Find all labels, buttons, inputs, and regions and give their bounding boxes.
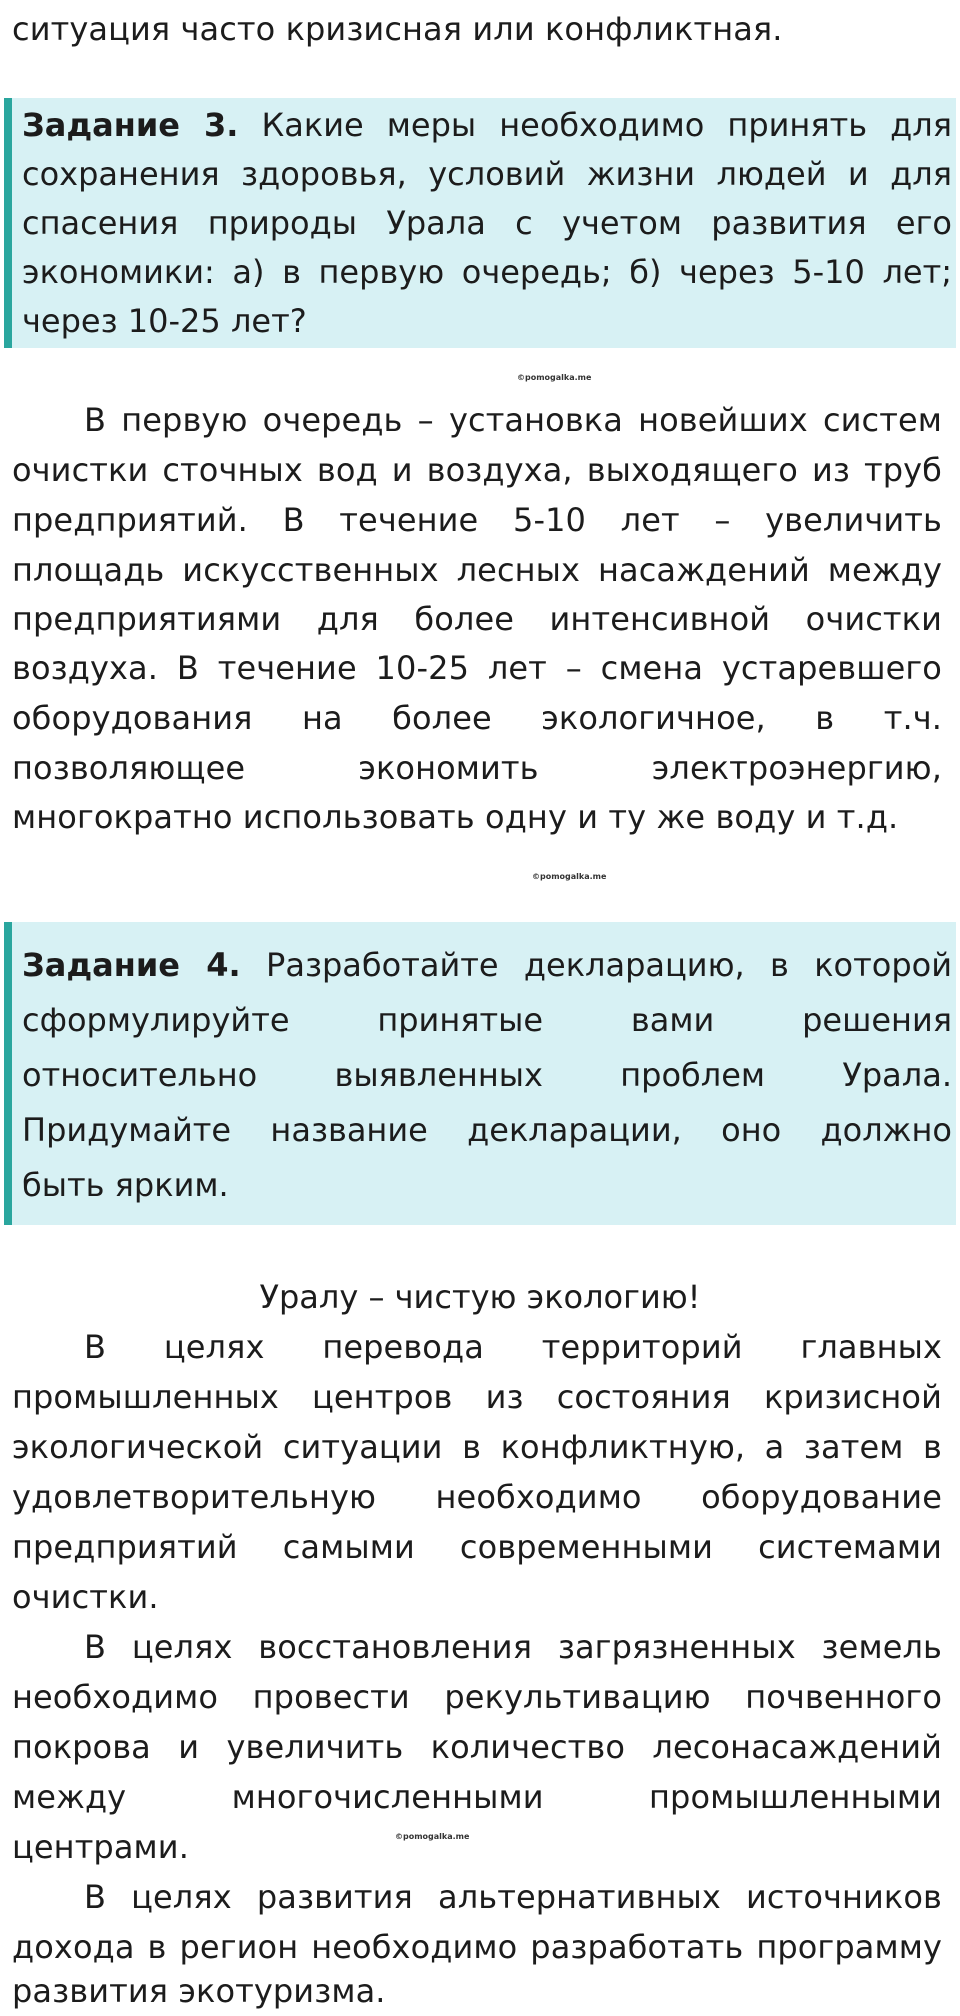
task-4-line-2: сформулируйте принятые вами решения — [22, 1001, 952, 1039]
watermark: ©pomogalka.me — [517, 373, 592, 382]
task-3-text: Какие меры необходимо принять для — [238, 106, 953, 144]
answer-3-line: воздуха. В течение 10-25 лет – смена устаревшего — [12, 649, 942, 687]
answer-3-line: предприятиями для более интенсивной очистки — [12, 600, 942, 638]
declaration-line: необходимо провести рекультивацию почвенного — [12, 1678, 942, 1716]
task-3-line-2: сохранения здоровья, условий жизни людей и для — [22, 155, 952, 193]
task-3-line-4: экономики: а) в первую очередь; б) через 5-10 лет; — [22, 253, 952, 291]
declaration-line: В целях перевода территорий главных — [84, 1328, 942, 1366]
task-3-line-1 — [22, 100, 952, 150]
task-4-line-5: быть ярким. — [22, 1166, 229, 1204]
declaration-line: дохода в регион необходимо разработать программу — [12, 1928, 942, 1966]
declaration-line: экологической ситуации в конфликтную, а затем в — [12, 1428, 942, 1466]
declaration-line: развития экотуризма. — [12, 1972, 386, 2010]
declaration-title: Уралу – чистую экологию! — [259, 1278, 701, 1316]
task-3-box — [4, 98, 956, 348]
task-4-box — [4, 922, 956, 1225]
task-4-line-3: относительно выявленных проблем Урала. — [22, 1056, 952, 1094]
task-3-line-5: через 10-25 лет? — [22, 302, 307, 340]
answer-3-line: площадь искусственных лесных насаждений между — [12, 551, 942, 589]
declaration-line: очистки. — [12, 1578, 159, 1616]
declaration-line: покрова и увеличить количество лесонасаждений — [12, 1728, 942, 1766]
answer-3-line: очистки сточных вод и воздуха, выходящего из труб — [12, 451, 942, 489]
declaration-line: В целях восстановления загрязненных земель — [84, 1628, 942, 1666]
task-4-line-1 — [22, 940, 952, 990]
watermark: ©pomogalka.me — [395, 1832, 470, 1841]
declaration-line: удовлетворительную необходимо оборудование — [12, 1478, 942, 1516]
answer-3-line: В первую очередь – установка новейших систем — [84, 401, 942, 439]
declaration-line: между многочисленными промышленными — [12, 1778, 942, 1816]
top-text-line: ситуация часто кризисная или конфликтная. — [12, 10, 783, 48]
task-3-label: Задание 3. — [22, 106, 239, 144]
task-3-line-3: спасения природы Урала с учетом развития его — [22, 204, 952, 242]
answer-3-line: многократно использовать одну и ту же воду и т.д. — [12, 798, 899, 836]
task-4-line-4: Придумайте название декларации, оно должно — [22, 1111, 952, 1149]
task-4-label: Задание 4. — [22, 946, 241, 984]
answer-3-line: предприятий. В течение 5-10 лет – увеличить — [12, 501, 942, 539]
watermark: ©pomogalka.me — [532, 872, 607, 881]
declaration-line: В целях развития альтернативных источников — [84, 1878, 942, 1916]
declaration-line: промышленных центров из состояния кризисной — [12, 1378, 942, 1416]
answer-3-line: позволяющее экономить электроэнергию, — [12, 749, 942, 787]
declaration-line: предприятий самыми современными системами — [12, 1528, 942, 1566]
task-4-text: Разработайте декларацию, в которой — [240, 946, 953, 984]
declaration-line: центрами. — [12, 1828, 189, 1866]
answer-3-line: оборудования на более экологичное, в т.ч. — [12, 699, 942, 737]
